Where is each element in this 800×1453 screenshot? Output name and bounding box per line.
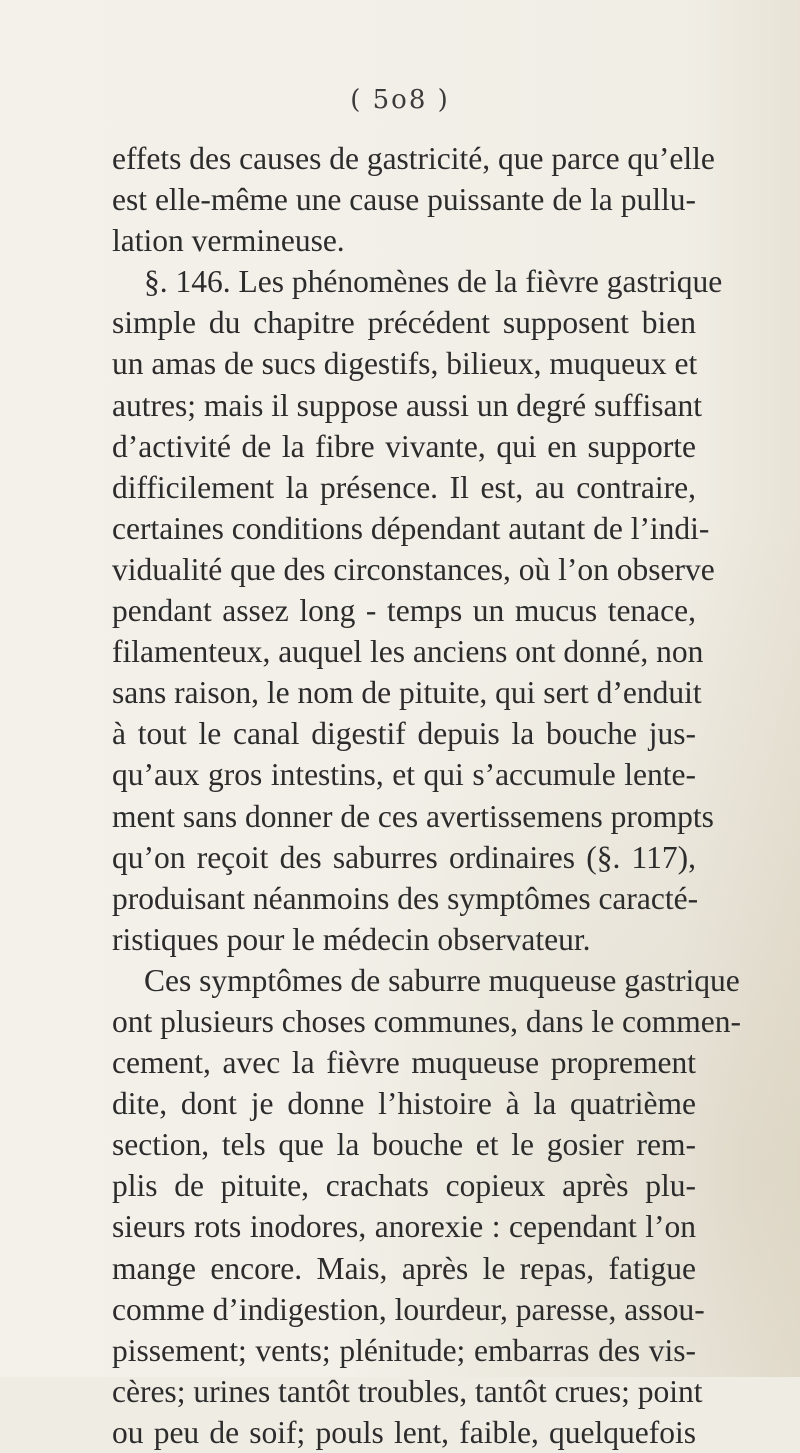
text-line: vidualité que des circonstances, où l’on observe xyxy=(112,551,715,587)
text-line: ou peu de soif; pouls lent, faible, quelquefois xyxy=(112,1414,696,1450)
paragraph-start: Ces symptômes de saburre muqueuse gastrique xyxy=(144,962,740,998)
text-line: dite, dont je donne l’histoire à la quatrième xyxy=(112,1086,696,1122)
text-line: à tout le canal digestif depuis la bouche jus- xyxy=(112,716,696,752)
text-line: pissement; vents; plénitude; embarras des vis- xyxy=(112,1332,696,1368)
body-text xyxy=(112,138,742,1453)
text-line: ristiques pour le médecin observateur. xyxy=(112,921,591,957)
text-line: simple du chapitre précédent supposent bien xyxy=(112,305,696,341)
text-line: autres; mais il suppose aussi un degré suffisant xyxy=(112,387,702,423)
text-line: est elle-même une cause puissante de la pullu- xyxy=(112,182,696,218)
text-line: sieurs rots inodores, anorexie : cependant l’on xyxy=(112,1209,696,1245)
text-line: cères; urines tantôt troubles, tantôt crues; point xyxy=(112,1373,703,1409)
text-line: certaines conditions dépendant autant de l’indi- xyxy=(112,510,710,546)
text-line: plis de pituite, crachats copieux après plu- xyxy=(112,1168,696,1204)
text-line: effets des causes de gastricité, que parce qu’elle xyxy=(112,141,715,176)
text-line: produisant néanmoins des symptômes caracté- xyxy=(112,880,699,916)
text-line: comme d’indigestion, lourdeur, paresse, assou- xyxy=(112,1291,705,1327)
text-line: d’activité de la fibre vivante, qui en supporte xyxy=(112,428,696,464)
page-number: ( 5o8 ) xyxy=(350,85,450,115)
text-line: un amas de sucs digestifs, bilieux, muqueux et xyxy=(112,346,698,382)
text-line: cement, avec la fièvre muqueuse proprement xyxy=(112,1045,696,1081)
text-line: sans raison, le nom de pituite, qui sert d’enduit xyxy=(112,675,702,711)
text-line: section, tels que la bouche et le gosier rem- xyxy=(112,1127,696,1163)
text-line: difficilement la présence. Il est, au contraire, xyxy=(112,469,696,505)
section-146-start: §. 146. Les phénomènes de la fièvre gastrique xyxy=(144,264,723,300)
text-line: ment sans donner de ces avertissemens prompts xyxy=(112,798,714,834)
text-line: qu’aux gros intestins, et qui s’accumule lente- xyxy=(112,757,696,793)
text-line: qu’on reçoit des saburres ordinaires (§. 117), xyxy=(112,839,696,875)
text-line: ont plusieurs choses communes, dans le commen- xyxy=(112,1003,742,1039)
text-line: lation vermineuse. xyxy=(112,223,345,259)
text-line: filamenteux, auquel les anciens ont donné, non xyxy=(112,634,704,670)
text-line: pendant assez long - temps un mucus tenace, xyxy=(112,593,696,629)
text-line: mange encore. Mais, après le repas, fatigue xyxy=(112,1250,696,1286)
